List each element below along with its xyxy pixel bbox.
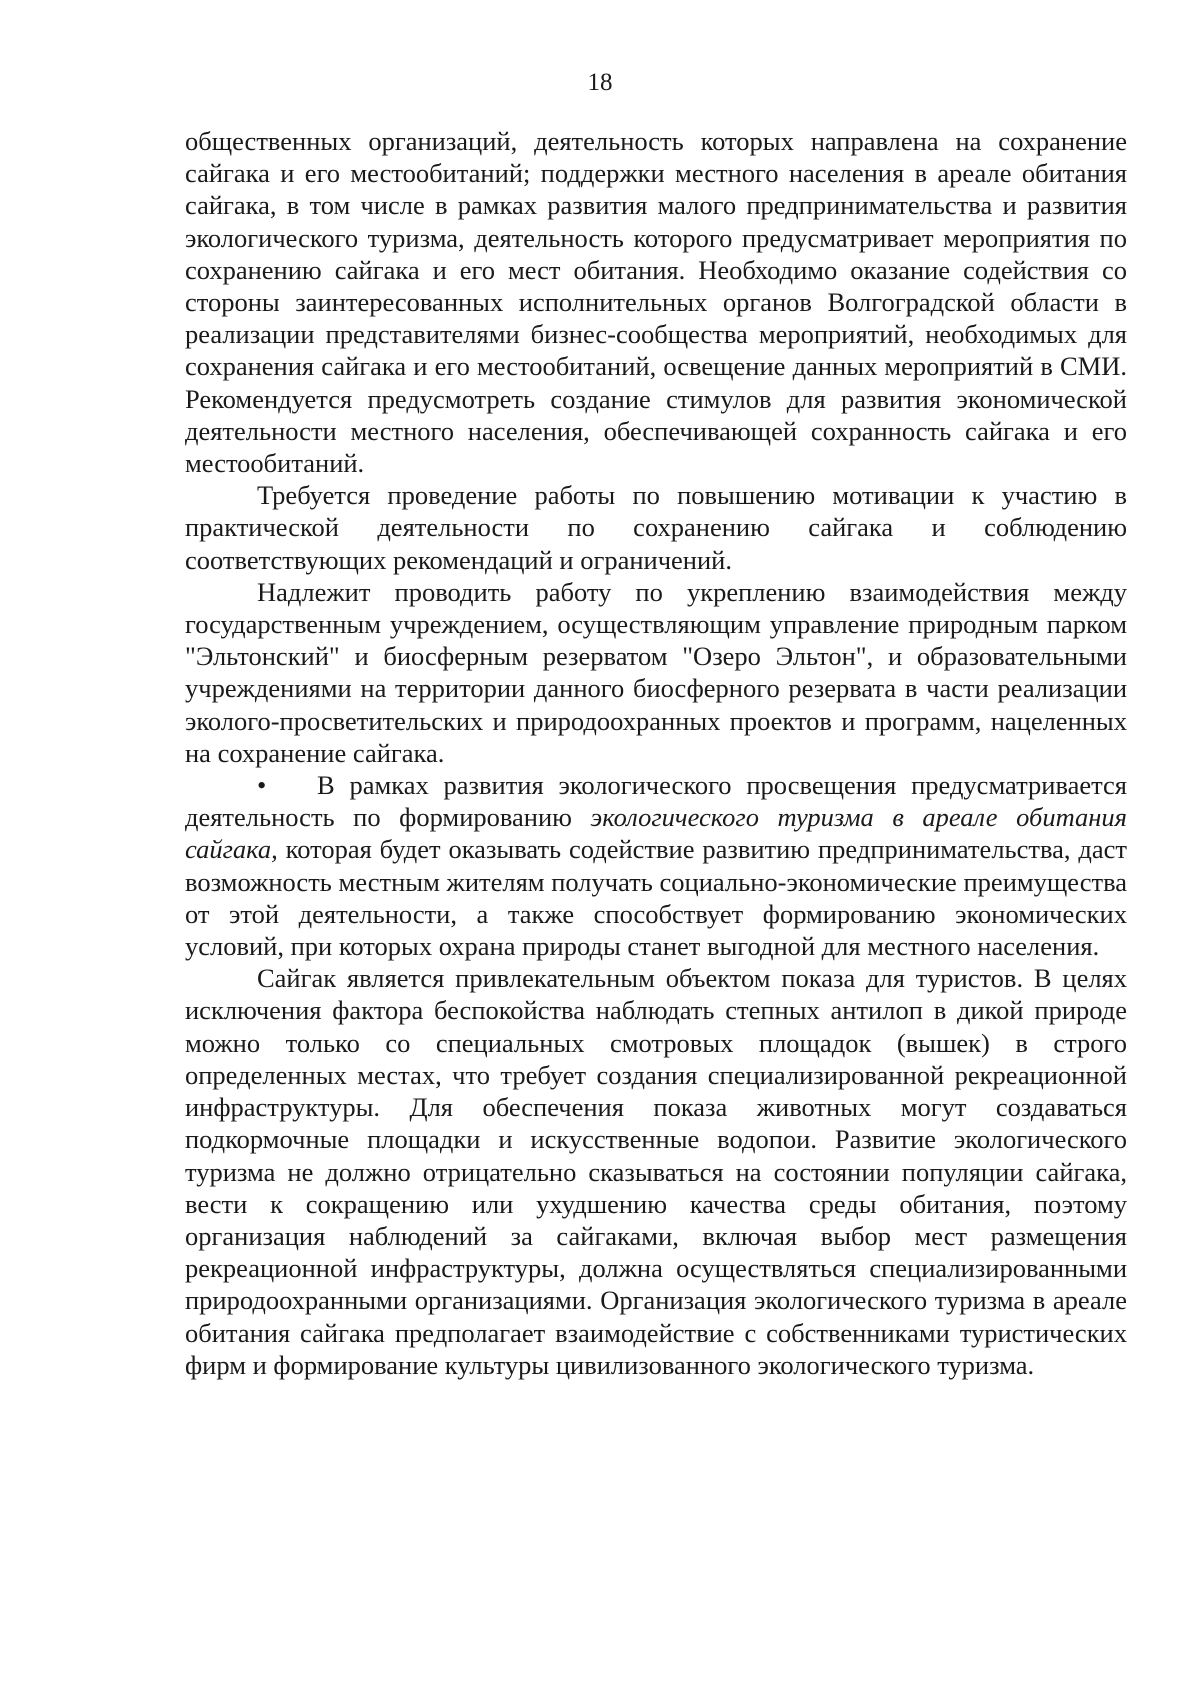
document-body <box>185 125 1127 1381</box>
page-number: 18 <box>587 69 613 96</box>
bullet-icon: • <box>257 770 267 801</box>
paragraph-4-lead: В рамках развития экологического просвещения предусматривается деятельность по формированию <box>185 770 1127 833</box>
paragraph-5: Сайгак является привлекательным объектом показа для туристов. В целях исключения фактора беспокойства наблюдать степных антилоп в дикой природе можно только со специальных смотровых площадок (вышек) в строго определенных местах, что требует создания специализированной рекреационной инфраструктуры. Для обеспечения показа животных могут создаваться подкормочные площадки и искусственные водопои. Развитие экологического туризма не должно отрицательно сказываться на состоянии популяции сайгака, вести к сокращению или ухудшению качества среды обитания, поэтому организация наблюдений за сайгаками, включая выбор мест размещения рекреационной инфраструктуры, должна осуществляться специализированными природоохранными организациями. Организация экологического туризма в ареале обитания сайгака предполагает взаимодействие с собственниками туристических фирм и формирование культуры цивилизованного экологического туризма. <box>185 963 1127 1380</box>
paragraph-4-italic-phrase: экологического туризма в ареале обитания сайгака, <box>185 802 1127 865</box>
paragraph-1: общественных организаций, деятельность которых направлена на сохранение сайгака и его местообитаний; поддержки местного населения в ареале обитания сайгака, в том числе в рамках развития малого предпринимательства и развития экологического туризма, деятельность которого предусматривает мероприятия по сохранению сайгака и его мест обитания. Необходимо оказание содействия со стороны заинтересованных исполнительных органов Волгоградской области в реализации представителями бизнес-сообщества мероприятий, необходимых для сохранения сайгака и его местообитаний, освещение данных мероприятий в СМИ. Рекомендуется предусмотреть создание стимулов для развития экономической деятельности местного населения, обеспечивающей сохранность сайгака и его местообитаний. <box>185 126 1127 479</box>
paragraph-4-bullet-item <box>185 769 1127 962</box>
paragraph-3: Надлежит проводить работу по укреплению взаимодействия между государственным учреждением, осуществляющим управление природным парком "Эльтонский" и биосферным резерватом "Озеро Эльтон", и образовательными учреждениями на территории данного биосферного резервата в части реализации эколого-просветительских и природоохранных проектов и программ, нацеленных на сохранение сайгака. <box>185 576 1127 768</box>
paragraph-4-tail: которая будет оказывать содействие развитию предпринимательства, даст возможность местным жителям получать социально-экономические преимущества от этой деятельности, а также способствует формированию экономических условий, при которых охрана природы станет выгодной для местного населения. <box>185 834 1127 962</box>
paragraph-2: Требуется проведение работы по повышению мотивации к участию в практической деятельности по сохранению сайгака и соблюдению соответствующих рекомендаций и ограничений. <box>185 480 1127 575</box>
